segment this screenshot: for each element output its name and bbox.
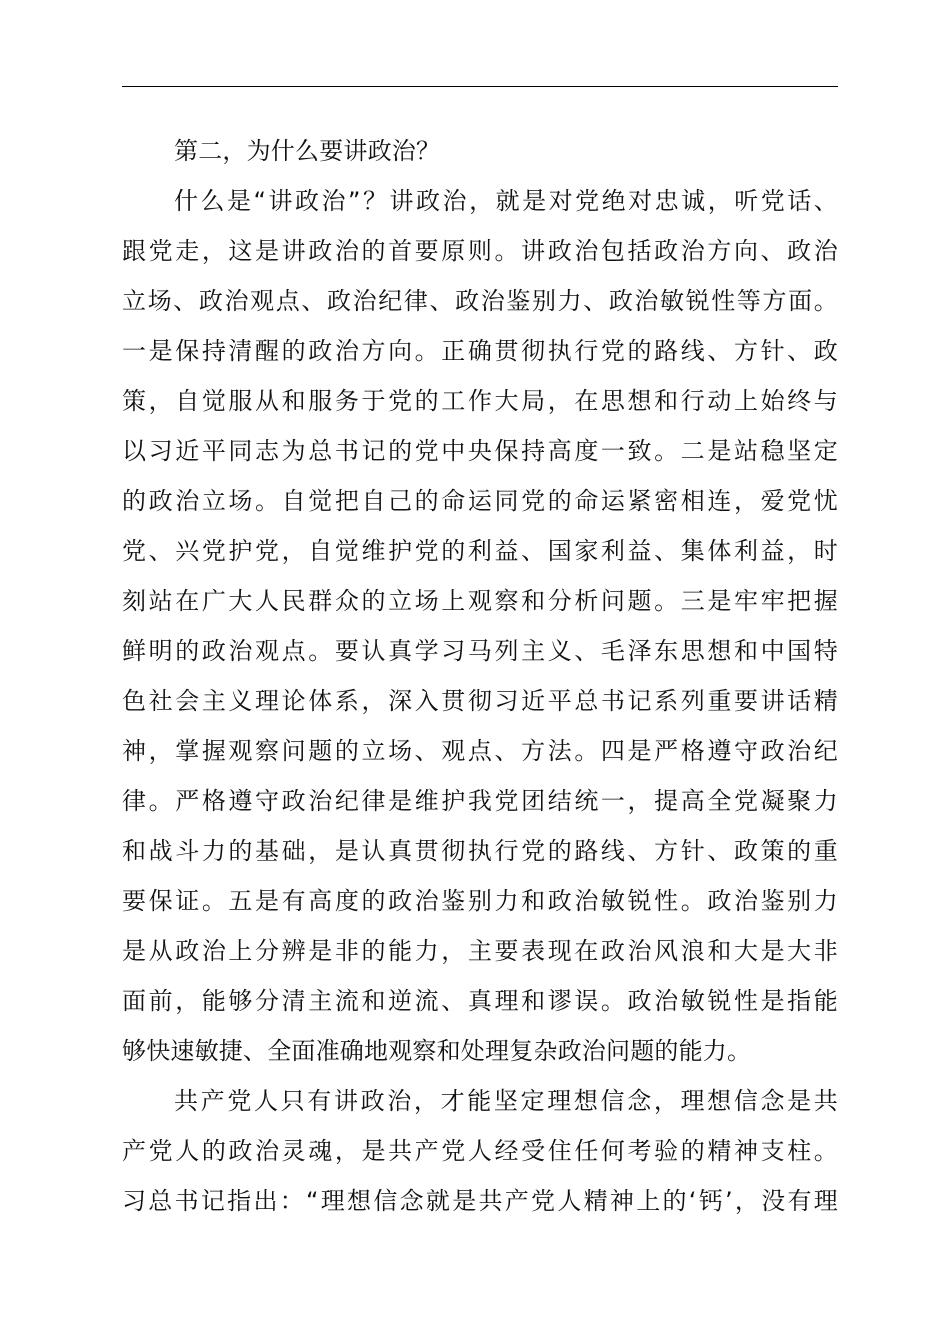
paragraph-line: 刻站在广大人民群众的立场上观察和分析问题。三是牢牢把握 [122,587,838,615]
paragraph-line: 第二，为什么要讲政治？ [174,137,441,165]
paragraph-line: 一是保持清醒的政治方向。正确贯彻执行党的路线、方针、政 [122,337,838,365]
paragraph-line: 共产党人只有讲政治，才能坚定理想信念，理想信念是共 [174,1087,838,1115]
paragraph-line: 色社会主义理论体系，深入贯彻习近平总书记系列重要讲话精 [122,687,838,715]
paragraph-line: 鲜明的政治观点。要认真学习马列主义、毛泽东思想和中国特 [122,637,838,665]
paragraph-line: 要保证。五是有高度的政治鉴别力和政治敏锐性。政治鉴别力 [122,887,838,915]
paragraph-line: 党、兴党护党，自觉维护党的利益、国家利益、集体利益，时 [122,537,838,565]
paragraph-line: 产党人的政治灵魂，是共产党人经受住任何考验的精神支柱。 [122,1137,838,1165]
paragraph-line: 面前，能够分清主流和逆流、真理和谬误。政治敏锐性是指能 [122,987,838,1015]
paragraph-line: 跟党走，这是讲政治的首要原则。讲政治包括政治方向、政治 [122,237,838,265]
paragraph-line: 是从政治上分辨是非的能力，主要表现在政治风浪和大是大非 [122,937,838,965]
paragraph-line: 习总书记指出：“理想信念就是共产党人精神上的‘钙’，没有理 [122,1187,838,1215]
paragraph-line: 够快速敏捷、全面准确地观察和处理复杂政治问题的能力。 [122,1037,752,1065]
paragraph-line: 以习近平同志为总书记的党中央保持高度一致。二是站稳坚定 [122,437,838,465]
paragraph-line: 立场、政治观点、政治纪律、政治鉴别力、政治敏锐性等方面。 [122,287,838,315]
document-body [122,126,838,1226]
paragraph-line: 策，自觉服从和服务于党的工作大局，在思想和行动上始终与 [122,387,838,415]
paragraph-line: 和战斗力的基础，是认真贯彻执行党的路线、方针、政策的重 [122,837,838,865]
paragraph-line: 什么是“讲政治”？讲政治，就是对党绝对忠诚，听党话、 [174,187,838,215]
header-rule [122,86,838,87]
paragraph-line: 律。严格遵守政治纪律是维护我党团结统一，提高全党凝聚力 [122,787,838,815]
paragraph-line: 神，掌握观察问题的立场、观点、方法。四是严格遵守政治纪 [122,737,838,765]
paragraph-line: 的政治立场。自觉把自己的命运同党的命运紧密相连，爱党忧 [122,487,838,515]
